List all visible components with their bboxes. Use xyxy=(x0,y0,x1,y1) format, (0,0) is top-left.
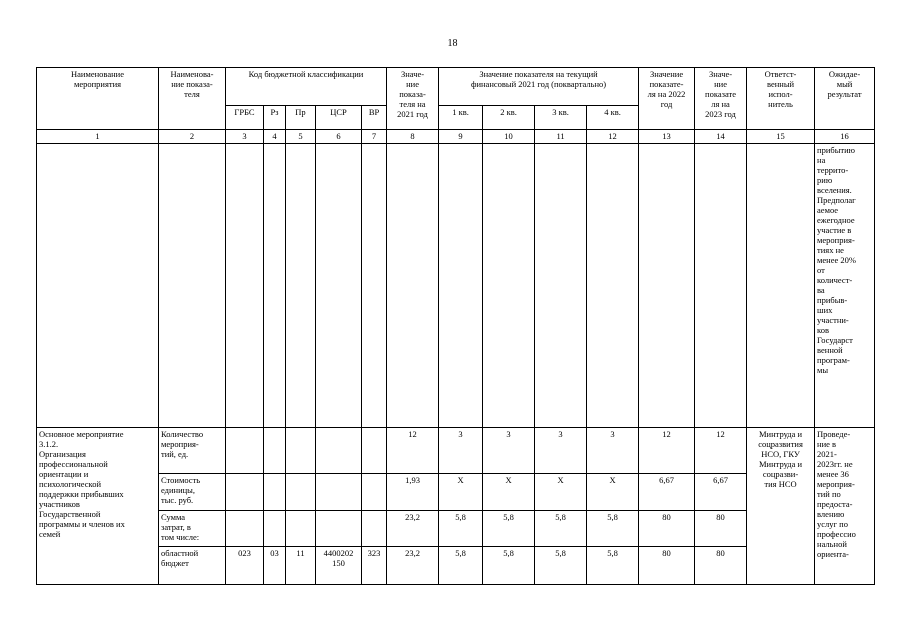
q3-value: 5,8 xyxy=(535,547,587,585)
page-number: 18 xyxy=(447,38,458,49)
header-q4: 4 кв. xyxy=(587,106,639,130)
empty-cell xyxy=(226,144,264,428)
q2-value: 3 xyxy=(483,428,535,474)
responsible-executor: Минтруда и соцразвития НСО, ГКУ Минтруда и соцразви- тия НСО xyxy=(747,428,815,585)
empty-cell xyxy=(535,144,587,428)
csr-cell xyxy=(316,474,362,511)
empty-cell xyxy=(159,144,226,428)
q3-value: Х xyxy=(535,474,587,511)
continuation-result-text: прибытию на террито- рию вселения. Предполаг аемое ежегодное участие в мероприя- тиях не менее 20% от количест- ва прибыв- ших участни- ков Государст венной програм- мы xyxy=(815,144,875,428)
q2-value: 5,8 xyxy=(483,547,535,585)
csr-cell: 4400202 150 xyxy=(316,547,362,585)
header-q2: 2 кв. xyxy=(483,106,535,130)
q2-value: 5,8 xyxy=(483,511,535,547)
header-responsible: Ответст- венный испол- нитель xyxy=(747,68,815,130)
column-number: 4 xyxy=(264,130,286,144)
value-2022: 80 xyxy=(639,547,695,585)
column-number: 10 xyxy=(483,130,535,144)
empty-cell xyxy=(587,144,639,428)
indicator-name: Стоимость единицы, тыс. руб. xyxy=(159,474,226,511)
value-2022: 6,67 xyxy=(639,474,695,511)
vr-cell xyxy=(362,474,387,511)
indicator-name: Сумма затрат, в том числе: xyxy=(159,511,226,547)
value-2023: 12 xyxy=(695,428,747,474)
column-number: 13 xyxy=(639,130,695,144)
vr-cell xyxy=(362,428,387,474)
empty-cell xyxy=(483,144,535,428)
rz-cell: 03 xyxy=(264,547,286,585)
rz-cell xyxy=(264,428,286,474)
column-number: 2 xyxy=(159,130,226,144)
pr-cell xyxy=(286,474,316,511)
column-number: 14 xyxy=(695,130,747,144)
vr-cell xyxy=(362,511,387,547)
q2-value: Х xyxy=(483,474,535,511)
column-number: 9 xyxy=(439,130,483,144)
indicator-name: областной бюджет xyxy=(159,547,226,585)
header-value-2021: Значе- ние показа- теля на 2021 год xyxy=(387,68,439,130)
grbs-cell xyxy=(226,511,264,547)
column-number-row xyxy=(37,130,875,144)
value-2021: 23,2 xyxy=(387,547,439,585)
column-number: 11 xyxy=(535,130,587,144)
q1-value: 5,8 xyxy=(439,547,483,585)
header-grbs: ГРБС xyxy=(226,106,264,130)
csr-cell xyxy=(316,428,362,474)
empty-cell xyxy=(639,144,695,428)
header-value-2022: Значение показате- ля на 2022 год xyxy=(639,68,695,130)
q3-value: 5,8 xyxy=(535,511,587,547)
header-q1: 1 кв. xyxy=(439,106,483,130)
expected-result: Проведе- ние в 2021- 2023гг. не менее 36 мероприя- тий по предоста- влению услуг по профессио нальной ориента- xyxy=(815,428,875,585)
header-pr: Пр xyxy=(286,106,316,130)
q1-value: Х xyxy=(439,474,483,511)
header-indicator-name: Наименова- ние показа- теля xyxy=(159,68,226,130)
empty-cell xyxy=(747,144,815,428)
empty-cell xyxy=(439,144,483,428)
rz-cell xyxy=(264,511,286,547)
empty-cell xyxy=(362,144,387,428)
column-number: 15 xyxy=(747,130,815,144)
table-row xyxy=(37,428,875,474)
value-2021: 12 xyxy=(387,428,439,474)
q3-value: 3 xyxy=(535,428,587,474)
header-csr: ЦСР xyxy=(316,106,362,130)
indicator-name: Количество мероприя- тий, ед. xyxy=(159,428,226,474)
q1-value: 5,8 xyxy=(439,511,483,547)
value-2022: 80 xyxy=(639,511,695,547)
header-current-year: Значение показателя на текущий финансовый 2021 год (поквартально) xyxy=(439,68,639,106)
empty-cell xyxy=(316,144,362,428)
header-expected: Ожидае- мый результат xyxy=(815,68,875,130)
column-number: 8 xyxy=(387,130,439,144)
header-vr: ВР xyxy=(362,106,387,130)
q4-value: 3 xyxy=(587,428,639,474)
header-rz: Рз xyxy=(264,106,286,130)
q4-value: 5,8 xyxy=(587,511,639,547)
empty-cell xyxy=(695,144,747,428)
column-number: 12 xyxy=(587,130,639,144)
pr-cell: 11 xyxy=(286,547,316,585)
empty-cell xyxy=(264,144,286,428)
empty-cell xyxy=(37,144,159,428)
empty-cell xyxy=(286,144,316,428)
value-2021: 23,2 xyxy=(387,511,439,547)
column-number: 7 xyxy=(362,130,387,144)
header-value-2023: Значе- ние показате ля на 2023 год xyxy=(695,68,747,130)
column-number: 16 xyxy=(815,130,875,144)
grbs-cell xyxy=(226,428,264,474)
value-2023: 6,67 xyxy=(695,474,747,511)
event-name: Основное мероприятие 3.1.2. Организация профессиональной ориентации и психологической поддержки прибывших участников Государственной программы и членов их семей xyxy=(37,428,159,585)
header-q3: 3 кв. xyxy=(535,106,587,130)
header-row-1 xyxy=(37,68,875,106)
column-number: 1 xyxy=(37,130,159,144)
csr-cell xyxy=(316,511,362,547)
header-budget-code: Код бюджетной классификации xyxy=(226,68,387,106)
q4-value: 5,8 xyxy=(587,547,639,585)
value-2023: 80 xyxy=(695,547,747,585)
value-2023: 80 xyxy=(695,511,747,547)
pr-cell xyxy=(286,428,316,474)
rz-cell xyxy=(264,474,286,511)
continuation-row xyxy=(37,144,875,428)
grbs-cell xyxy=(226,474,264,511)
header-event-name: Наименование мероприятия xyxy=(37,68,159,130)
q4-value: Х xyxy=(587,474,639,511)
value-2021: 1,93 xyxy=(387,474,439,511)
value-2022: 12 xyxy=(639,428,695,474)
vr-cell: 323 xyxy=(362,547,387,585)
q1-value: 3 xyxy=(439,428,483,474)
column-number: 6 xyxy=(316,130,362,144)
pr-cell xyxy=(286,511,316,547)
empty-cell xyxy=(387,144,439,428)
column-number: 3 xyxy=(226,130,264,144)
grbs-cell: 023 xyxy=(226,547,264,585)
measures-table xyxy=(36,67,875,585)
column-number: 5 xyxy=(286,130,316,144)
